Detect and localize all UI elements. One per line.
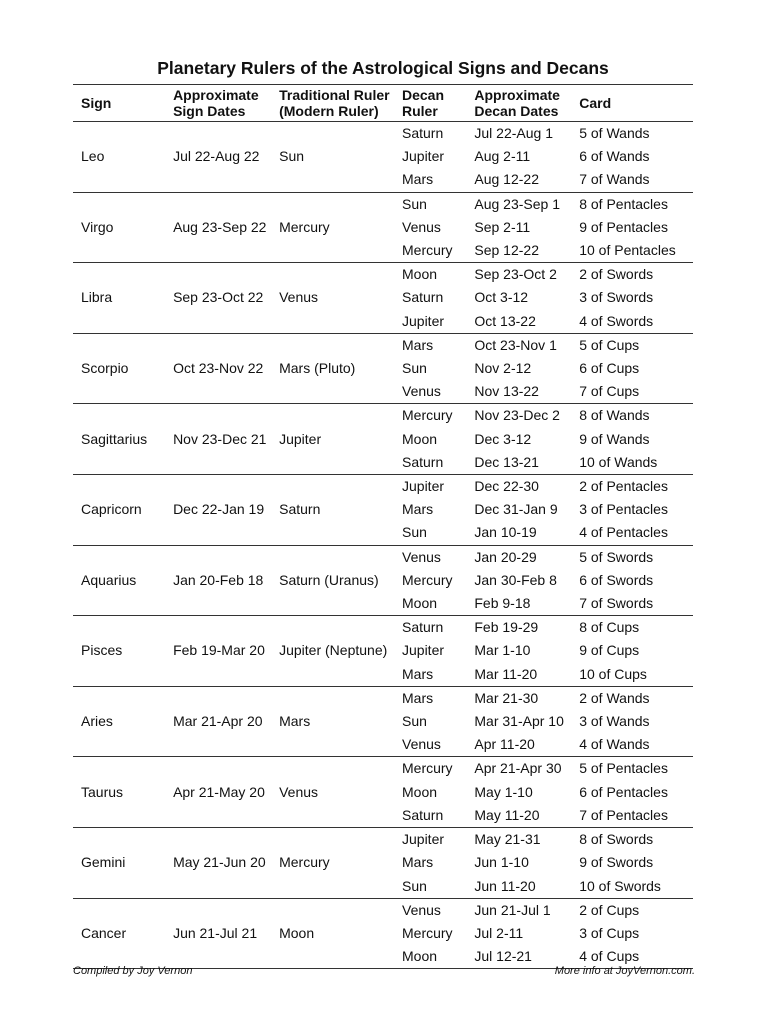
decan-dates: Sep 23-Oct 2 <box>474 266 557 283</box>
traditional-ruler: Mercury <box>279 854 330 871</box>
decan-ruler: Mercury <box>402 571 453 588</box>
tarot-card: 10 of Swords <box>579 877 661 894</box>
footer-credit: Compiled by Joy Vernon <box>73 965 193 977</box>
tarot-card: 5 of Pentacles <box>579 760 668 777</box>
sign-dates: Feb 19-Mar 20 <box>173 642 265 659</box>
header-decan-ruler: Decan Ruler <box>402 87 445 119</box>
tarot-card: 6 of Pentacles <box>579 783 668 800</box>
sign-dates: Oct 23-Nov 22 <box>173 360 264 377</box>
sign-name: Capricorn <box>81 501 142 518</box>
tarot-card: 3 of Swords <box>579 289 654 306</box>
page-title: Planetary Rulers of the Astrological Signs and Decans <box>157 58 609 78</box>
table-row <box>73 192 693 216</box>
sign-name: Virgo <box>81 218 114 235</box>
sign-dates: Sep 23-Oct 22 <box>173 289 264 306</box>
decan-ruler: Jupiter <box>402 148 445 165</box>
decan-dates: Jul 22-Aug 1 <box>474 125 553 141</box>
sign-dates: Nov 23-Dec 21 <box>173 430 267 447</box>
decan-dates: May 11-20 <box>474 806 540 823</box>
decan-dates: Mar 1-10 <box>474 642 531 659</box>
sign-dates: Jul 22-Aug 22 <box>173 148 260 165</box>
table-row <box>73 898 693 922</box>
tarot-card: 2 of Wands <box>579 689 650 706</box>
decan-ruler: Moon <box>402 266 438 283</box>
tarot-card: 10 of Pentacles <box>579 242 676 259</box>
tarot-card: 9 of Wands <box>579 430 650 447</box>
decan-ruler: Jupiter <box>402 312 445 329</box>
traditional-ruler: Mars <box>279 713 311 730</box>
decan-ruler: Sun <box>402 360 427 377</box>
traditional-ruler: Saturn (Uranus) <box>279 571 379 588</box>
decan-ruler: Saturn <box>402 619 444 636</box>
sign-name: Leo <box>81 148 105 165</box>
decan-dates: Jan 20-29 <box>474 548 537 565</box>
tarot-card: 5 of Wands <box>579 125 650 141</box>
sign-name: Scorpio <box>81 360 129 377</box>
document-page <box>73 56 693 969</box>
decan-ruler: Saturn <box>402 125 444 141</box>
decan-dates: Dec 31-Jan 9 <box>474 501 558 518</box>
decan-dates: Nov 13-22 <box>474 383 539 400</box>
decan-dates: Jan 10-19 <box>474 524 537 541</box>
tarot-card: 8 of Cups <box>579 619 640 636</box>
decan-dates: Dec 22-30 <box>474 478 539 495</box>
traditional-ruler: Venus <box>279 783 319 800</box>
decan-ruler: Sun <box>402 524 427 541</box>
decan-ruler: Venus <box>402 218 441 235</box>
tarot-card: 10 of Wands <box>579 453 658 470</box>
decan-dates: Dec 3-12 <box>474 430 532 447</box>
traditional-ruler: Mercury <box>279 218 330 235</box>
tarot-card: 9 of Cups <box>579 642 640 659</box>
tarot-card: 2 of Swords <box>579 266 654 283</box>
decan-dates: Apr 21-Apr 30 <box>474 760 562 777</box>
table-row <box>73 333 693 357</box>
tarot-card: 5 of Swords <box>579 548 654 565</box>
table-row <box>73 545 693 569</box>
sign-name: Cancer <box>81 924 127 941</box>
table-header-row <box>73 85 693 122</box>
decan-dates: May 21-31 <box>474 831 541 848</box>
decan-ruler: Venus <box>402 901 441 918</box>
decan-dates: Feb 19-29 <box>474 619 539 636</box>
decan-ruler: Venus <box>402 383 441 400</box>
traditional-ruler: Venus <box>279 289 319 306</box>
tarot-card: 3 of Cups <box>579 924 640 941</box>
tarot-card: 9 of Pentacles <box>579 218 668 235</box>
decan-dates: Jun 21-Jul 1 <box>474 901 551 918</box>
tarot-card: 3 of Wands <box>579 713 650 730</box>
traditional-ruler: Jupiter (Neptune) <box>279 642 388 659</box>
sign-dates: Aug 23-Sep 22 <box>173 218 267 235</box>
tarot-card: 4 of Swords <box>579 312 654 329</box>
decan-ruler: Mars <box>402 171 434 188</box>
decan-ruler: Moon <box>402 595 438 612</box>
table-row <box>73 475 693 499</box>
decan-ruler: Moon <box>402 783 438 800</box>
decan-dates: Mar 31-Apr 10 <box>474 713 564 730</box>
decan-dates: Oct 3-12 <box>474 289 529 306</box>
decan-dates: Aug 12-22 <box>474 171 539 188</box>
decan-ruler: Saturn <box>402 806 444 823</box>
decan-dates: Feb 9-18 <box>474 595 531 612</box>
decan-dates: Jul 2-11 <box>474 924 524 941</box>
table-body <box>73 122 693 969</box>
traditional-ruler: Moon <box>279 924 315 941</box>
sign-name: Gemini <box>81 854 126 871</box>
decan-ruler: Jupiter <box>402 831 445 848</box>
sign-dates: Jan 20-Feb 18 <box>173 571 264 588</box>
traditional-ruler: Saturn <box>279 501 321 518</box>
header-card: Card <box>579 95 612 111</box>
decan-dates: Mar 21-30 <box>474 689 539 706</box>
decan-dates: Jan 30-Feb 8 <box>474 571 557 588</box>
decan-ruler: Moon <box>402 430 438 447</box>
decan-dates: Jul 12-21 <box>474 948 532 965</box>
sign-dates: Apr 21-May 20 <box>173 783 265 800</box>
decan-ruler: Mars <box>402 689 434 706</box>
table-row <box>73 686 693 710</box>
footer-link: More info at JoyVernon.com. <box>554 965 695 977</box>
table-row <box>73 828 693 852</box>
rulers-table <box>73 84 693 969</box>
sign-name: Aries <box>81 713 113 730</box>
header-sign: Sign <box>81 95 112 111</box>
decan-dates: Aug 23-Sep 1 <box>474 195 560 212</box>
decan-ruler: Sun <box>402 713 427 730</box>
decan-ruler: Mercury <box>402 242 453 259</box>
sign-name: Aquarius <box>81 571 137 588</box>
decan-ruler: Jupiter <box>402 642 445 659</box>
tarot-card: 6 of Wands <box>579 148 650 165</box>
decan-ruler: Sun <box>402 195 427 212</box>
tarot-card: 4 of Cups <box>579 948 640 965</box>
decan-dates: Jun 11-20 <box>474 877 536 894</box>
decan-dates: May 1-10 <box>474 783 533 800</box>
decan-ruler: Sun <box>402 877 427 894</box>
tarot-card: 9 of Swords <box>579 854 654 871</box>
tarot-card: 3 of Pentacles <box>579 501 668 518</box>
tarot-card: 6 of Cups <box>579 360 640 377</box>
sign-name: Libra <box>81 289 113 306</box>
decan-ruler: Mars <box>402 336 434 353</box>
tarot-card: 7 of Pentacles <box>579 806 668 823</box>
decan-ruler: Mercury <box>402 407 453 424</box>
decan-ruler: Saturn <box>402 453 444 470</box>
tarot-card: 7 of Wands <box>579 171 650 188</box>
header-ruler: Traditional Ruler (Modern Ruler) <box>279 87 390 119</box>
tarot-card: 7 of Swords <box>579 595 654 612</box>
decan-dates: Jun 1-10 <box>474 854 529 871</box>
decan-ruler: Mercury <box>402 760 453 777</box>
decan-dates: Oct 23-Nov 1 <box>474 336 557 353</box>
tarot-card: 4 of Wands <box>579 736 650 753</box>
decan-dates: Sep 12-22 <box>474 242 539 259</box>
traditional-ruler: Jupiter <box>279 430 322 447</box>
header-decan-dates: Approximate Decan Dates <box>474 87 560 119</box>
traditional-ruler: Sun <box>279 148 305 165</box>
tarot-card: 8 of Pentacles <box>579 195 668 212</box>
page-footer <box>73 965 695 977</box>
decan-ruler: Jupiter <box>402 478 445 495</box>
tarot-card: 2 of Pentacles <box>579 478 668 495</box>
tarot-card: 4 of Pentacles <box>579 524 668 541</box>
decan-dates: Nov 23-Dec 2 <box>474 407 560 424</box>
table-row <box>73 616 693 640</box>
decan-dates: Nov 2-12 <box>474 360 532 377</box>
table-row <box>73 122 693 146</box>
decan-dates: Oct 13-22 <box>474 312 536 329</box>
tarot-card: 8 of Wands <box>579 407 650 424</box>
sign-name: Sagittarius <box>81 430 148 447</box>
table-row <box>73 263 693 287</box>
tarot-card: 7 of Cups <box>579 383 640 400</box>
tarot-card: 2 of Cups <box>579 901 640 918</box>
sign-name: Pisces <box>81 642 123 659</box>
sign-name: Taurus <box>81 783 124 800</box>
tarot-card: 5 of Cups <box>579 336 640 353</box>
decan-ruler: Mars <box>402 501 434 518</box>
decan-dates: Mar 11-20 <box>474 665 538 682</box>
table-row <box>73 757 693 781</box>
decan-dates: Dec 13-21 <box>474 453 539 470</box>
decan-dates: Sep 2-11 <box>474 218 531 235</box>
decan-ruler: Mars <box>402 854 434 871</box>
table-row <box>73 404 693 428</box>
decan-dates: Apr 11-20 <box>474 736 535 753</box>
traditional-ruler: Mars (Pluto) <box>279 360 356 377</box>
decan-ruler: Saturn <box>402 289 444 306</box>
header-sign-dates: Approximate Sign Dates <box>173 87 259 119</box>
decan-ruler: Mercury <box>402 924 453 941</box>
tarot-card: 6 of Swords <box>579 571 654 588</box>
decan-ruler: Moon <box>402 948 438 965</box>
tarot-card: 8 of Swords <box>579 831 654 848</box>
sign-dates: May 21-Jun 20 <box>173 854 266 871</box>
tarot-card: 10 of Cups <box>579 665 647 682</box>
decan-ruler: Mars <box>402 665 434 682</box>
decan-ruler: Venus <box>402 736 441 753</box>
sign-dates: Jun 21-Jul 21 <box>173 924 258 941</box>
sign-dates: Mar 21-Apr 20 <box>173 713 263 730</box>
sign-dates: Dec 22-Jan 19 <box>173 501 265 518</box>
decan-ruler: Venus <box>402 548 441 565</box>
decan-dates: Aug 2-11 <box>474 148 531 165</box>
